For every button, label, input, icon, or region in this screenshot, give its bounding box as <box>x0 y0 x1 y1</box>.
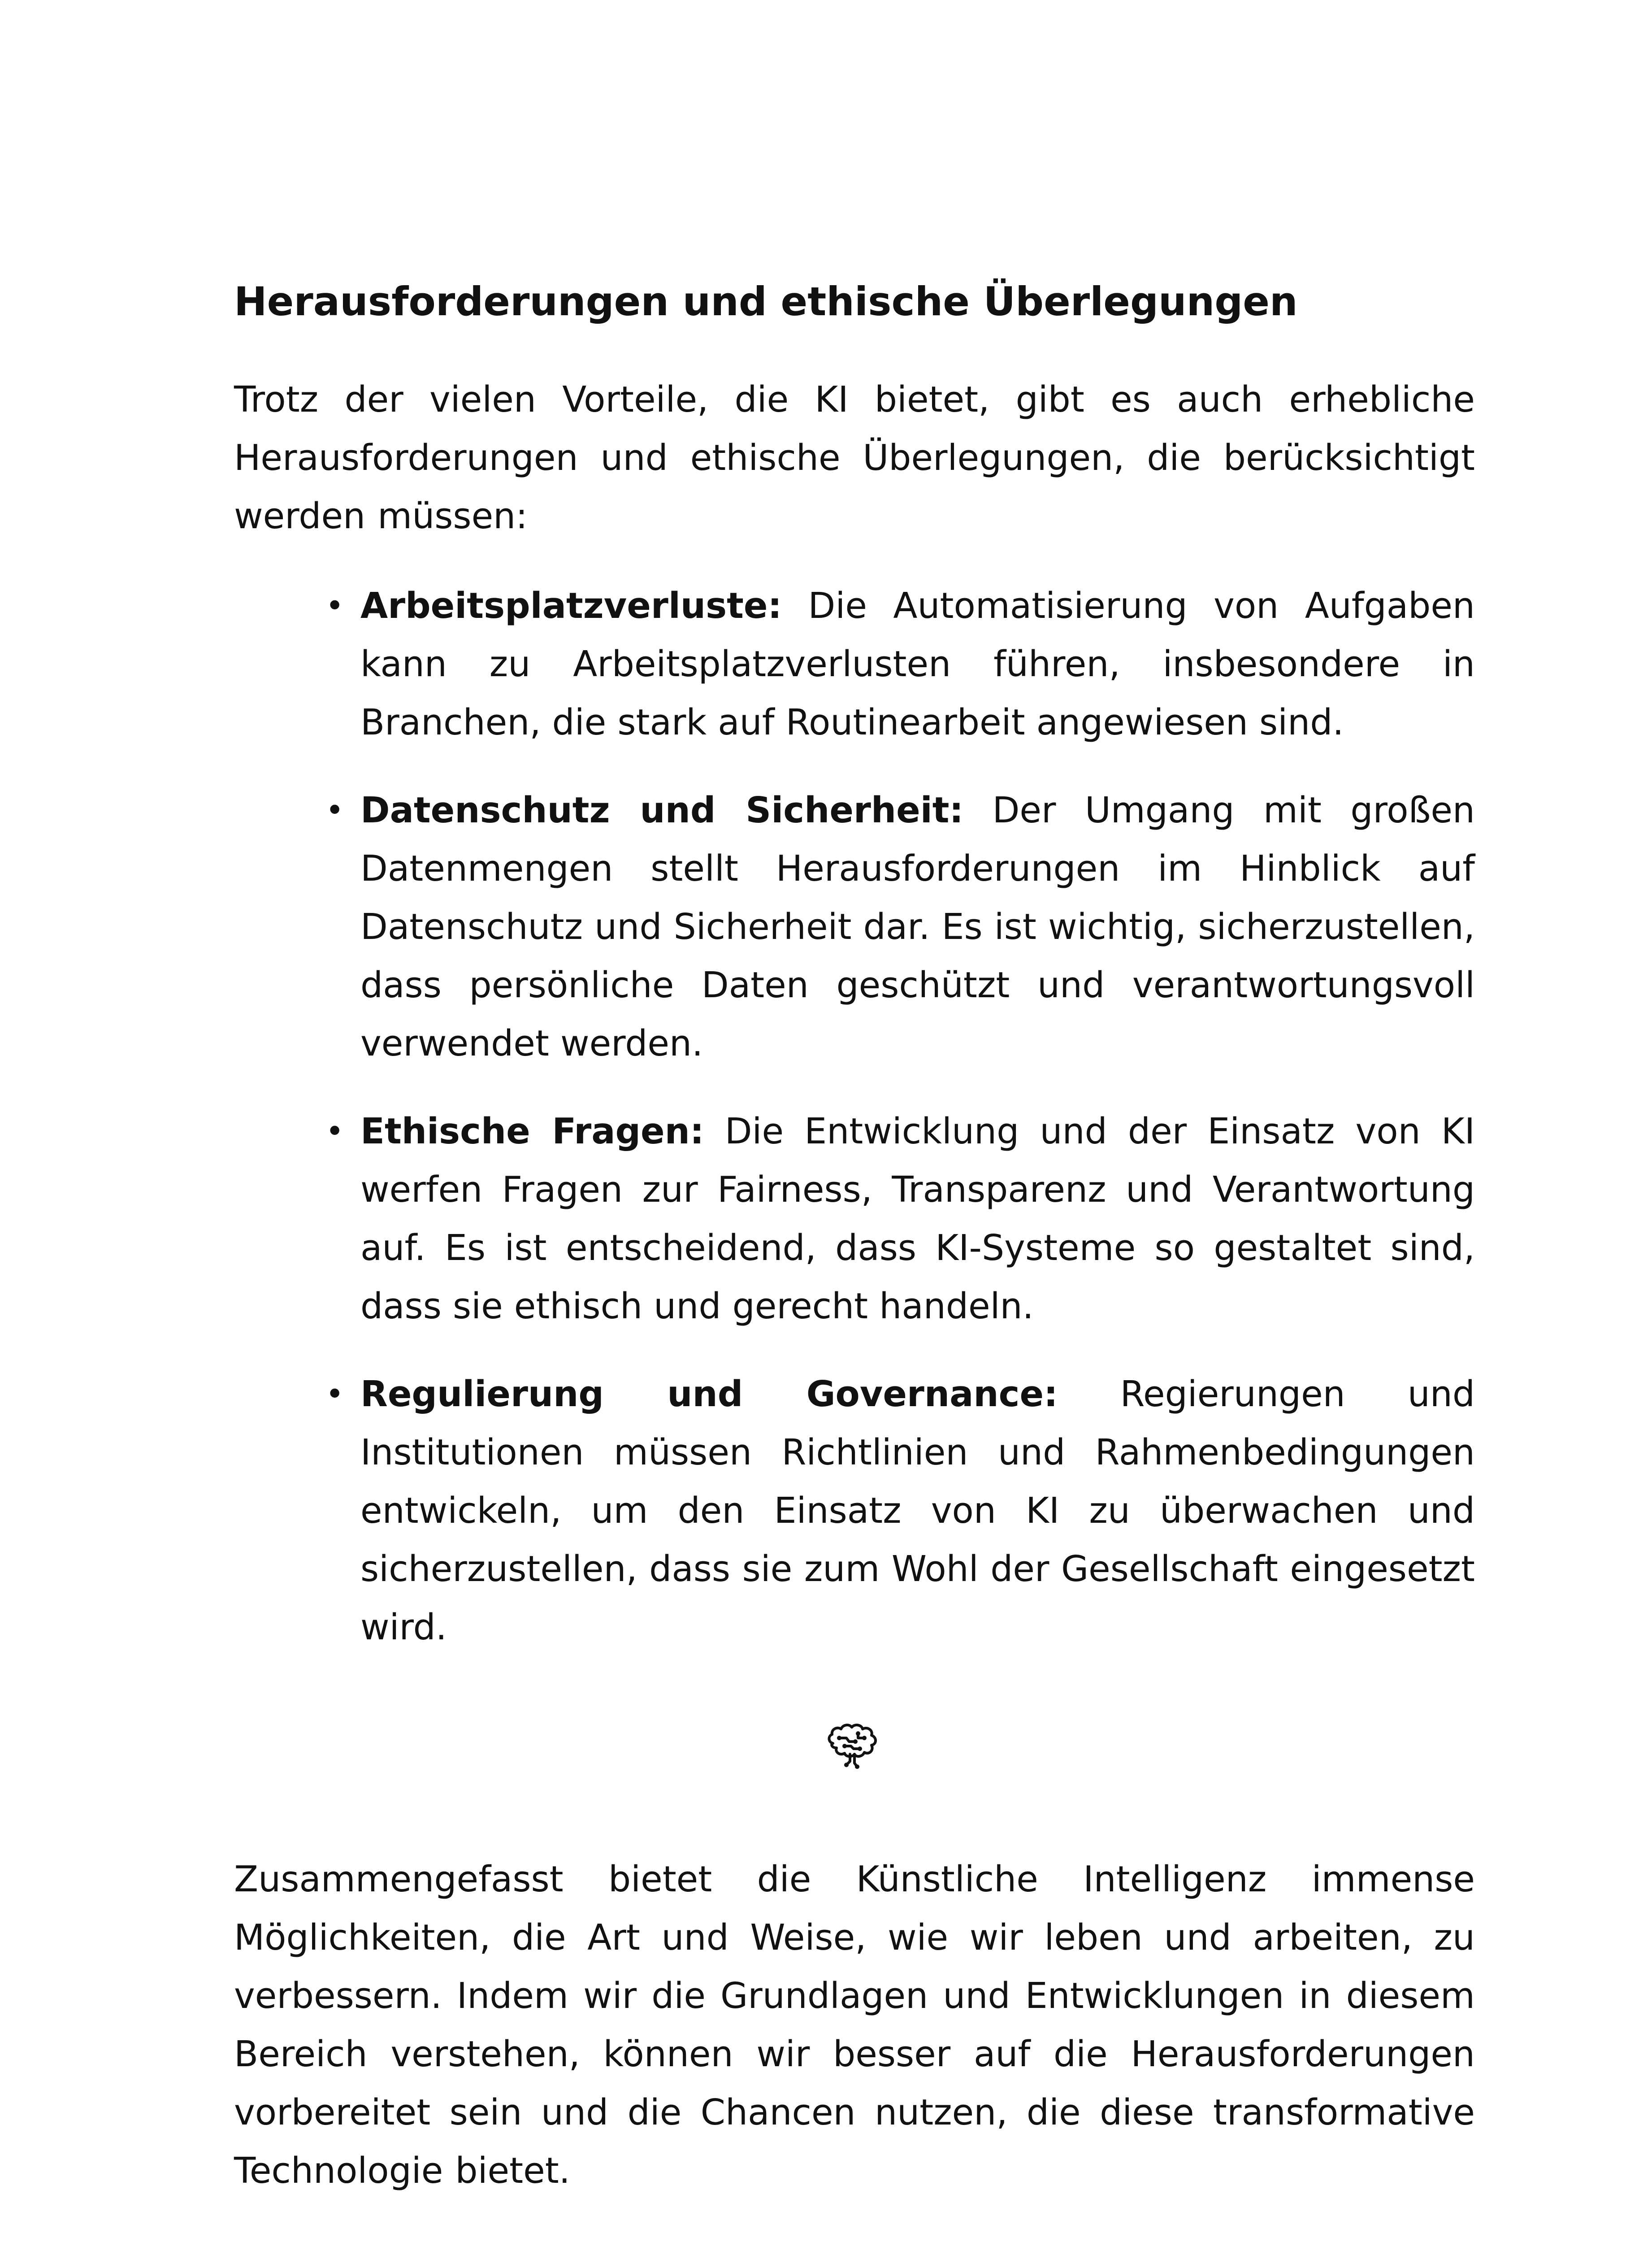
section-heading: Herausforderungen und ethische Überlegungen <box>234 278 1298 325</box>
list-item <box>325 1102 1475 1335</box>
brain-circuit-icon <box>823 1716 884 1777</box>
bullet-icon: • <box>325 587 344 624</box>
list-item <box>325 1365 1475 1656</box>
bullet-icon: • <box>325 1375 344 1412</box>
summary-paragraph: Zusammengefasst bietet die Künstliche Intelligenz immense Möglichkeiten, die Art und Weise, wie wir leben und arbeiten, zu verbessern. Indem wir die Grundlagen und Entwicklungen in diesem Bereich verstehen, können wir besser auf die Herausforderungen vorbereitet sein und die Chancen nutzen, die diese transformative Technologie bietet. <box>234 1859 1475 2191</box>
list-item-title: Regulierung und Governance: <box>360 1373 1058 1415</box>
section-content <box>234 278 1475 1686</box>
list-item <box>325 577 1475 752</box>
intro-paragraph: Trotz der vielen Vorteile, die KI bietet, gibt es auch erhebliche Herausforderungen und ethische Überlegungen, die berücksichtigt werden müssen: <box>234 378 1475 537</box>
bullet-icon: • <box>325 791 344 829</box>
list-item-title: Arbeitsplatzverluste: <box>360 585 782 626</box>
list-item-text: Die Automatisierung von Aufgaben kann zu Arbeitsplatzverlusten führen, insbesondere in Branchen, die stark auf Routinearbeit angewiesen sind. <box>360 585 1475 743</box>
list-item-text: Der Umgang mit großen Datenmengen stellt Herausforderungen im Hinblick auf Datenschutz und Sicherheit dar. Es ist wichtig, sicherzustellen, dass persönliche Daten geschützt und verantwortungsvoll verwendet werden. <box>360 789 1475 1064</box>
challenges-list <box>234 577 1475 1656</box>
list-item-title: Datenschutz und Sicherheit: <box>360 789 964 831</box>
list-item <box>325 781 1475 1073</box>
summary-section <box>234 1850 1475 2200</box>
bullet-icon: • <box>325 1112 344 1150</box>
list-item-text: Regierungen und Institutionen müssen Richtlinien und Rahmenbedingungen entwickeln, um den Einsatz von KI zu überwachen und sicherzustellen, dass sie zum Wohl der Gesellschaft eingesetzt wird. <box>360 1373 1475 1648</box>
list-item-title: Ethische Fragen: <box>360 1110 704 1152</box>
list-item-text: Die Entwicklung und der Einsatz von KI werfen Fragen zur Fairness, Transparenz und Verantwortung auf. Es ist entscheidend, dass KI-Systeme so gestaltet sind, dass sie ethisch und gerecht handeln. <box>360 1110 1475 1327</box>
